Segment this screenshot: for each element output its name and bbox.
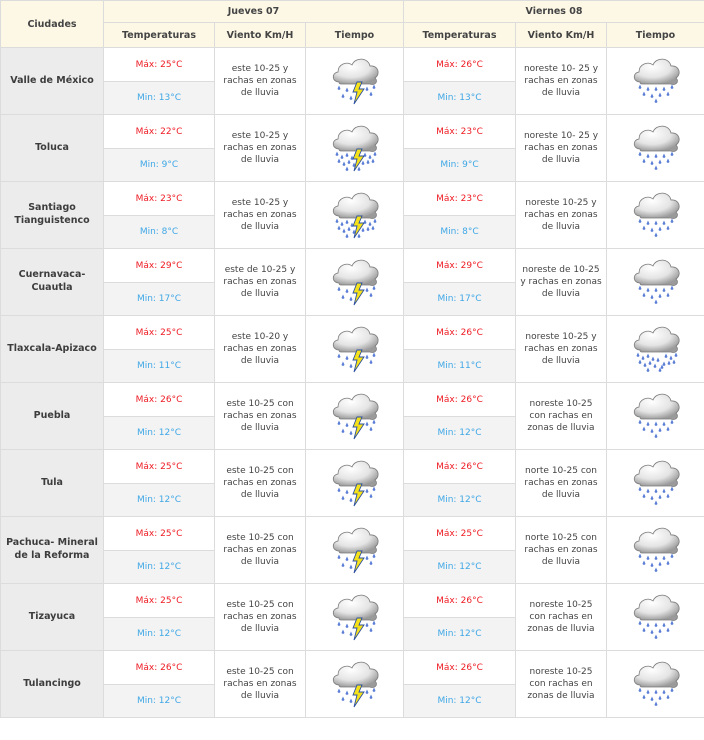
weather-cell: [607, 182, 704, 249]
min-temp: Min: 12°C: [104, 551, 215, 584]
wind-text: noreste de 10-25 y rachas en zonas de lluvia: [516, 249, 607, 316]
rain-icon: [628, 387, 684, 443]
weather-cell: [306, 115, 404, 182]
min-temp: Min: 9°C: [404, 149, 516, 182]
wind-text: este 10-25 y rachas en zonas de lluvia: [215, 182, 306, 249]
table-row: [1, 182, 704, 216]
storm-rain-icon: [327, 588, 383, 644]
storm-rain-icon: [327, 655, 383, 711]
rain-icon: [628, 655, 684, 711]
min-temp: Min: 12°C: [104, 417, 215, 450]
wind-text: este 10-25 y rachas en zonas de lluvia: [215, 115, 306, 182]
max-temp: Máx: 26°C: [104, 383, 215, 417]
storm-rain-icon: [327, 52, 383, 108]
wind-text: este 10-25 con rachas en zonas de lluvia: [215, 517, 306, 584]
min-temp: Min: 12°C: [404, 618, 516, 651]
max-temp: Máx: 23°C: [104, 182, 215, 216]
weather-cell: [306, 450, 404, 517]
max-temp: Máx: 23°C: [404, 115, 516, 149]
max-temp: Máx: 26°C: [404, 316, 516, 350]
city-name: Tizayuca: [1, 584, 104, 651]
day-header-thursday: Jueves 07: [104, 1, 404, 23]
wind-text: este 10-25 con rachas en zonas de lluvia: [215, 450, 306, 517]
wind-text: noreste 10-25 y rachas en zonas de lluvia: [516, 316, 607, 383]
weather-cell: [607, 584, 704, 651]
max-temp: Máx: 26°C: [404, 383, 516, 417]
weather-cell: [607, 517, 704, 584]
min-temp: Min: 12°C: [104, 484, 215, 517]
table-row: [1, 115, 704, 149]
table-row: [1, 316, 704, 350]
min-temp: Min: 8°C: [404, 216, 516, 249]
min-temp: Min: 13°C: [104, 82, 215, 115]
table-row: [1, 651, 704, 685]
wind-text: norte 10-25 con rachas en zonas de lluvia: [516, 517, 607, 584]
wind-text: norte 10-25 con rachas en zonas de lluvia: [516, 450, 607, 517]
max-temp: Máx: 29°C: [404, 249, 516, 283]
weather-cell: [607, 115, 704, 182]
table-row: [1, 48, 704, 82]
city-name: Tlaxcala-Apizaco: [1, 316, 104, 383]
col-temperatures: Temperaturas: [404, 23, 516, 48]
weather-cell: [607, 651, 704, 718]
weather-cell: [306, 584, 404, 651]
min-temp: Min: 11°C: [404, 350, 516, 383]
day-header-friday: Viernes 08: [404, 1, 704, 23]
max-temp: Máx: 26°C: [404, 48, 516, 82]
weather-cell: [607, 383, 704, 450]
city-name: Toluca: [1, 115, 104, 182]
storm-rain-icon: [327, 521, 383, 577]
rain-icon: [628, 588, 684, 644]
min-temp: Min: 12°C: [104, 685, 215, 718]
max-temp: Máx: 23°C: [404, 182, 516, 216]
rain-icon: [628, 52, 684, 108]
city-name: Puebla: [1, 383, 104, 450]
weather-cell: [306, 48, 404, 115]
max-temp: Máx: 25°C: [104, 450, 215, 484]
max-temp: Máx: 26°C: [404, 651, 516, 685]
max-temp: Máx: 25°C: [104, 316, 215, 350]
max-temp: Máx: 26°C: [104, 651, 215, 685]
weather-cell: [306, 249, 404, 316]
max-temp: Máx: 26°C: [404, 584, 516, 618]
wind-text: noreste 10- 25 y rachas en zonas de lluvia: [516, 115, 607, 182]
city-name: Cuernavaca-Cuautla: [1, 249, 104, 316]
min-temp: Min: 13°C: [404, 82, 516, 115]
max-temp: Máx: 25°C: [104, 517, 215, 551]
weather-cell: [306, 182, 404, 249]
city-name: Pachuca- Mineral de la Reforma: [1, 517, 104, 584]
wind-text: noreste 10-25 con rachas en zonas de lluvia: [516, 383, 607, 450]
min-temp: Min: 9°C: [104, 149, 215, 182]
storm-rain-icon: [327, 387, 383, 443]
storm-heavy-rain-icon: [327, 186, 383, 242]
rain-icon: [628, 119, 684, 175]
min-temp: Min: 12°C: [404, 685, 516, 718]
wind-text: este 10-25 con rachas en zonas de lluvia: [215, 383, 306, 450]
min-temp: Min: 17°C: [404, 283, 516, 316]
weather-cell: [607, 450, 704, 517]
wind-text: noreste 10-25 con rachas en zonas de lluvia: [516, 651, 607, 718]
max-temp: Máx: 22°C: [104, 115, 215, 149]
min-temp: Min: 12°C: [404, 484, 516, 517]
max-temp: Máx: 25°C: [404, 517, 516, 551]
table-row: [1, 383, 704, 417]
table-row: [1, 584, 704, 618]
rain-icon: [628, 186, 684, 242]
wind-text: este 10-25 con rachas en zonas de lluvia: [215, 651, 306, 718]
table-row: [1, 517, 704, 551]
cities-header: Ciudades: [1, 1, 104, 48]
rain-icon: [628, 521, 684, 577]
min-temp: Min: 11°C: [104, 350, 215, 383]
weather-cell: [607, 316, 704, 383]
col-temperatures: Temperaturas: [104, 23, 215, 48]
wind-text: noreste 10-25 con rachas en zonas de lluvia: [516, 584, 607, 651]
wind-text: noreste 10-25 y rachas en zonas de lluvia: [516, 182, 607, 249]
weather-cell: [607, 48, 704, 115]
col-weather: Tiempo: [306, 23, 404, 48]
heavy-rain-icon: [628, 320, 684, 376]
min-temp: Min: 8°C: [104, 216, 215, 249]
storm-rain-icon: [327, 320, 383, 376]
max-temp: Máx: 29°C: [104, 249, 215, 283]
wind-text: este 10-20 y rachas en zonas de lluvia: [215, 316, 306, 383]
col-weather: Tiempo: [607, 23, 704, 48]
wind-text: noreste 10- 25 y rachas en zonas de lluvia: [516, 48, 607, 115]
min-temp: Min: 12°C: [404, 551, 516, 584]
col-wind: Viento Km/H: [516, 23, 607, 48]
min-temp: Min: 12°C: [404, 417, 516, 450]
max-temp: Máx: 25°C: [104, 584, 215, 618]
storm-heavy-rain-icon: [327, 119, 383, 175]
weather-cell: [306, 316, 404, 383]
max-temp: Máx: 25°C: [104, 48, 215, 82]
weather-cell: [306, 517, 404, 584]
city-name: Santiago Tianguistenco: [1, 182, 104, 249]
max-temp: Máx: 26°C: [404, 450, 516, 484]
min-temp: Min: 12°C: [104, 618, 215, 651]
wind-text: este 10-25 y rachas en zonas de lluvia: [215, 48, 306, 115]
table-row: [1, 450, 704, 484]
weather-cell: [306, 383, 404, 450]
city-name: Valle de México: [1, 48, 104, 115]
weather-cell: [607, 249, 704, 316]
table-row: [1, 249, 704, 283]
min-temp: Min: 17°C: [104, 283, 215, 316]
storm-rain-icon: [327, 253, 383, 309]
wind-text: este 10-25 con rachas en zonas de lluvia: [215, 584, 306, 651]
city-name: Tula: [1, 450, 104, 517]
weather-cell: [306, 651, 404, 718]
storm-rain-icon: [327, 454, 383, 510]
city-name: Tulancingo: [1, 651, 104, 718]
rain-icon: [628, 253, 684, 309]
col-wind: Viento Km/H: [215, 23, 306, 48]
rain-icon: [628, 454, 684, 510]
wind-text: este de 10-25 y rachas en zonas de lluvia: [215, 249, 306, 316]
